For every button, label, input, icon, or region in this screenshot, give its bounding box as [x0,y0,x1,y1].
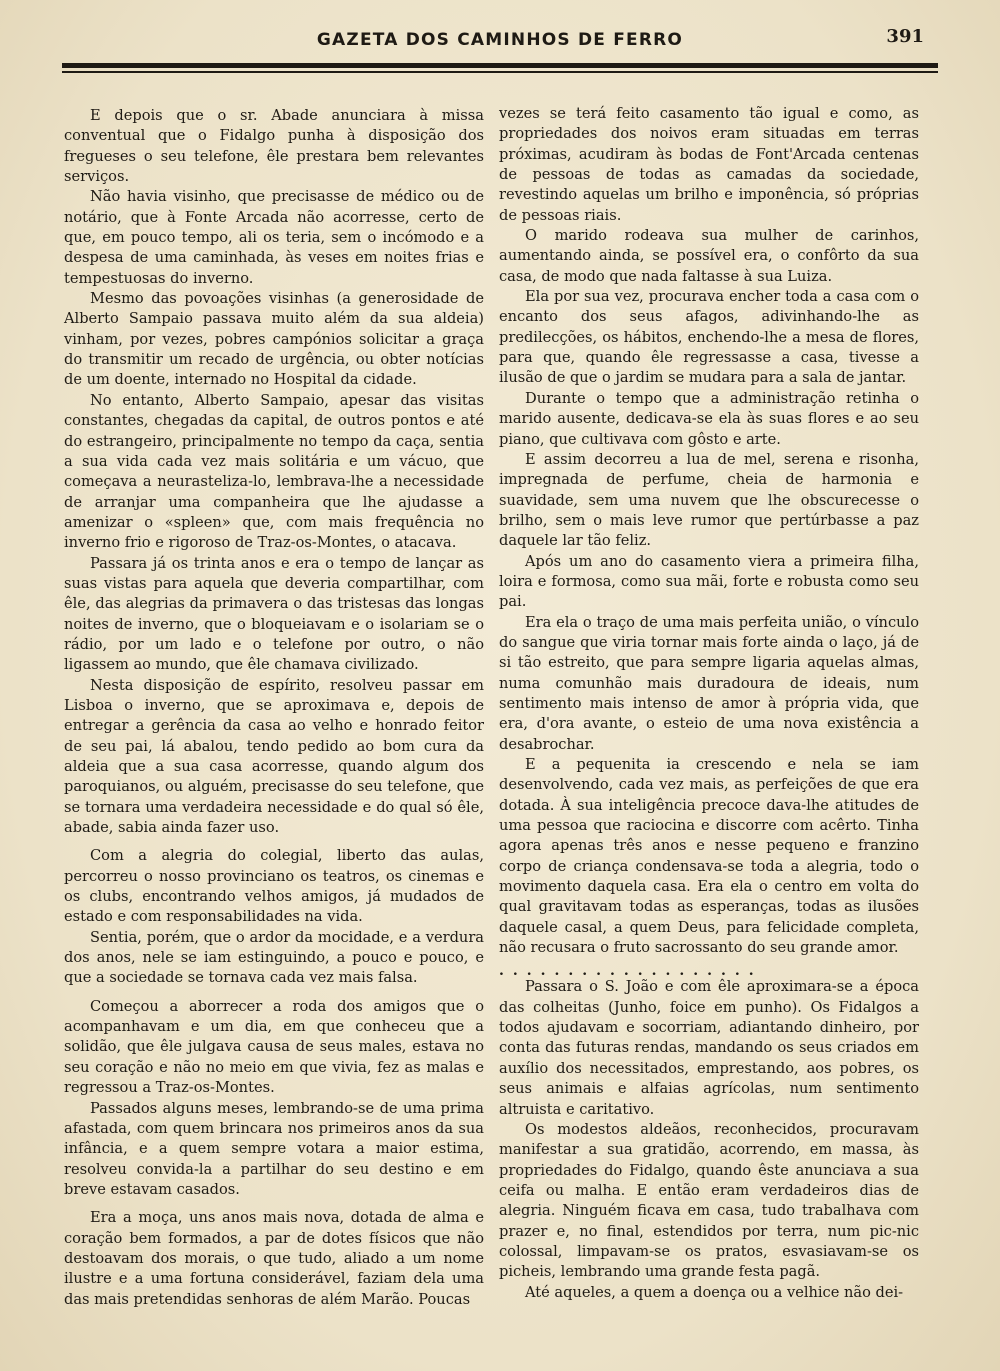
right-column [499,104,919,1303]
publication-title: GAZETA DOS CAMINHOS DE FERRO [316,30,684,50]
header-rule-thick [62,63,938,68]
paragraph: Nesta disposição de espírito, resolveu passar em Lisboa o inverno, que se aproximava e, depois de entregar a gerência da casa ao velho e honrado feitor de seu pai, lá abalou, tendo pedido ao bom cura da aldeia que a sua casa acorresse, quando algum dos paroquianos, ou alguém, precisasse do seu telefone, que se tornara uma verdadeira necessidade e do qual só êle, abade, sabia ainda fazer uso. [64,676,484,837]
paragraph: Passados alguns meses, lembrando-se de uma prima afastada, com quem brincara nos primeiros anos da sua infância, e a quem sempre votara a maior estima, resolveu convida-la a partilhar do seu destino e em breve estavam casados. [64,1099,484,1198]
paragraph: Ela por sua vez, procurava encher toda a casa com o encanto dos seus afagos, adivinhando-lhe as predilecções, os hábitos, enchendo-lhe a mesa de flores, para que, quando êle regressasse a casa, tivesse a ilusão de que o jardim se mudara para a sala de jantar. [499,288,919,387]
paragraph: Não havia visinho, que precisasse de médico ou de notário, que à Fonte Arcada não acorresse, certo de que, em pouco tempo, ali os teria, sem o incómodo e a despesa de uma caminhada, às veses em noites frias e tempestuosas do inverno. [64,188,484,287]
paragraph: Começou a aborrecer a roda dos amigos que o acompanhavam e um dia, em que conheceu que a solidão, que êle julgava causa de seus males, estava no seu coração e não no meio em que vivia, fez as malas e regressou a Traz-os-Montes. [64,997,484,1097]
left-column [64,106,484,1310]
paragraph: Era ela o traço de uma mais perfeita união, o vínculo do sangue que viria tornar mais forte ainda o laço, já de si tão estreito, que para sempre ligaria aquelas almas, numa comunhão mais duradoura de ideais, num sentimento mais intenso de amor à própria vida, que era, d'ora avante, o esteio de uma nova existência a desabrochar. [499,613,919,753]
page-number: 391 [886,26,924,47]
paragraph: No entanto, Alberto Sampaio, apesar das visitas constantes, chegadas da capital, de outros pontos e até do estrangeiro, principalmente no tempo da caça, sentia a sua vida cada vez mais solitária e um vácuo, que começava a neurasteliza-lo, lembrava-lhe a necessidade de arranjar uma companheira que lhe ajudasse a amenizar o «spleen» que, com mais frequência no inverno frio e rigoroso de Traz-os-Montes, o atacava. [64,391,484,552]
paragraph: Após um ano do casamento viera a primeira filha, loira e formosa, como sua mãi, forte e robusta como seu pai. [499,552,919,611]
paragraph: Passara já os trinta anos e era o tempo de lançar as suas vistas para aquela que deveria compartilhar, com êle, das alegrias da primavera o das tristesas das longas noites de inverno, que o bloqueiavam e o isolariam se o rádio, por um lado e o telefone por outro, o não ligassem ao mundo, que êle chamava civilizado. [64,554,484,674]
paragraph: E assim decorreu a lua de mel, serena e risonha, impregnada de perfume, cheia de harmonia e suavidade, sem uma nuvem que lhe obscurecesse o brilho, sem o mais leve rumor que pertúrbasse a paz daquele lar tão feliz. [499,450,919,550]
paragraph: Com a alegria do colegial, liberto das aulas, percorreu o nosso provinciano os teatros, os cinemas e os clubs, encontrando velhos amigos, já mudados de estado e com responsabilidades na vida. [64,847,484,926]
paragraph: Durante o tempo que a administração retinha o marido ausente, dedicava-se ela às suas flores e ao seu piano, que cultivava com gôsto e arte. [499,389,919,448]
paragraph: Mesmo das povoações visinhas (a generosidade de Alberto Sampaio passava muito além da sua aldeia) vinham, por vezes, pobres campónios solicitar a graça do transmitir um recado de urgência, ou obter notícias de um doente, internado no Hospital da cidade. [64,290,484,389]
paragraph: Os modestos aldeãos, reconhecidos, procuravam manifestar a sua gratidão, acorrendo, em massa, às propriedades do Fidalgo, quando êste anunciava a sua ceifa ou malha. E então eram verdadeiros dias de alegria. Ninguém ficava em casa, tudo trabalhava com prazer e, no final, estendidos por terra, num pic-nic colossal, limpavam-se os pratos, esvasiavam-se os picheis, lembrando uma grande festa pagã. [499,1120,919,1281]
paragraph: Passara o S. João e com êle aproximara-se a época das colheitas (Junho, foice em punho). Os Fidalgos a todos ajudavam e socorriam, adiantando dinheiro, por conta das futuras rendas, mandando os seus criados em auxílio dos necessitados, emprestando, aos pobres, os seus animais e alfaias agrícolas, num sentimento altruista e caritativo. [499,978,919,1118]
paragraph: E depois que o sr. Abade anunciara à missa conventual que o Fidalgo punha à disposição dos fregueses o seu telefone, êle prestara bem relevantes serviços. [64,107,484,186]
paragraph: Era a moça, uns anos mais nova, dotada de alma e coração bem formados, a par de dotes físicos que não destoavam dos morais, o que tudo, aliado a um nome ilustre e a uma fortuna considerável, faziam dela uma das mais pretendidas senhoras de além Marão. Poucas [64,1209,484,1308]
section-separator: ................... [499,963,763,980]
paragraph: Sentia, porém, que o ardor da mocidade, e a verdura dos anos, nele se iam estinguindo, a pouco e pouco, e que a sociedade se tornava cada vez mais falsa. [64,928,484,987]
paragraph: vezes se terá feito casamento tão igual e como, as propriedades dos noivos eram situadas em terras próximas, acudiram às bodas de Font'Arcada centenas de pessoas de todas as camadas da sociedade, revestindo aquelas um brilho e imponência, só próprias de pessoas riais. [499,105,919,224]
paragraph: Até aqueles, a quem a doença ou a velhice não dei- [525,1283,904,1301]
paragraph: O marido rodeava sua mulher de carinhos, aumentando ainda, se possível era, o confôrto da sua casa, de modo que nada faltasse à sua Luiza. [499,227,919,285]
paragraph: E a pequenita ia crescendo e nela se iam desenvolvendo, cada vez mais, as perfeições de que era dotada. À sua inteligência precoce dava-lhe atitudes de uma pessoa que raciocina e discorre com acêrto. Tinha agora apenas três anos e nesse pequeno e franzino corpo de criança condensava-se toda a alegria, todo o movimento daquela casa. Era ela o centro em volta do qual gravitavam todas as esperanças, todas as ilusões daquele casal, a quem Deus, para felicidade completa, não recusara o fruto sacrossanto do seu grande amor. [499,756,919,957]
page-header [62,18,938,76]
header-rule-thin [62,71,938,73]
